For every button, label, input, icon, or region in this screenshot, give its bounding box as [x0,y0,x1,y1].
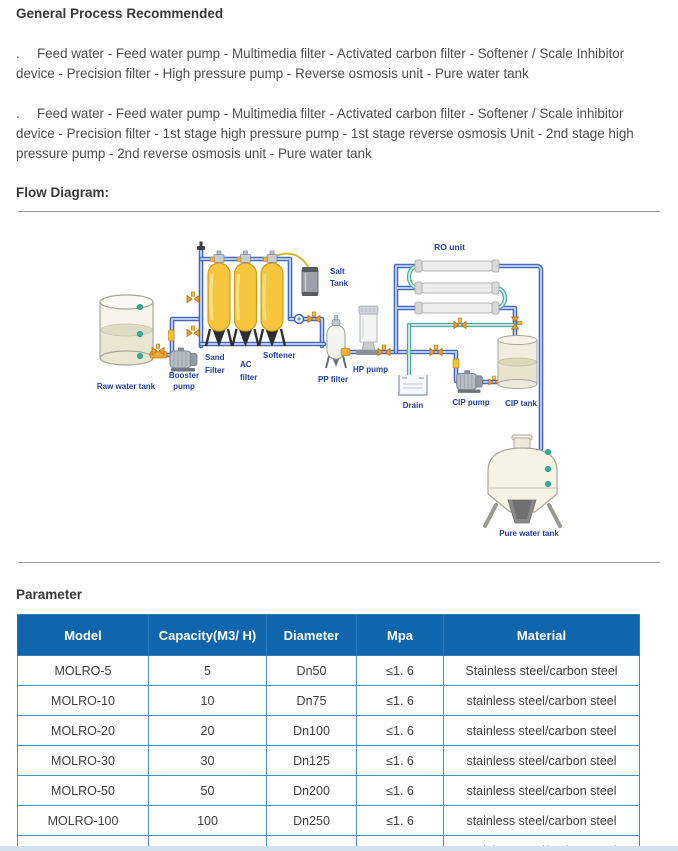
flow-diagram [88,226,570,546]
parameter-table-head [18,615,640,656]
page-bottom-strip [0,846,678,851]
page-title: General Process Recommended [16,6,224,21]
cell-mpa: ≤1. 6 [357,776,444,806]
cell-diameter: Dn100 [267,716,357,746]
riser-top-tee [197,242,205,251]
pure-water-tank [485,435,560,526]
label-cip-tank: CIP tank [505,399,537,408]
salt-tank [302,267,318,296]
riser-valve-2 [187,326,199,337]
ball-valve [295,315,304,324]
label-pure-water-tank: Pure water tank [499,529,559,538]
cell-material: stainless steel/carbon steel [444,716,640,746]
cell-diameter: Dn200 [267,776,357,806]
divider-top [18,211,660,212]
label-softener: Softener [263,351,296,360]
cip-tank [498,336,537,389]
header-material: Material [444,615,640,656]
parameter-table-body [18,656,640,851]
header-mpa: Mpa [357,615,444,656]
cell-mpa: ≤1. 6 [357,716,444,746]
riser-valve-1 [187,292,199,303]
divider-bottom [18,562,660,563]
cell-model: MOLRO-10 [18,686,149,716]
raw-water-tank [100,295,153,365]
pp-filter [326,316,346,369]
label-sand-2: Filter [205,366,225,375]
flow-diagram-svg [88,226,570,546]
label-ac-2: filter [240,373,258,382]
sand-top-fitting [211,251,225,263]
cip-pump [457,370,483,393]
cell-capacity: 50 [149,776,267,806]
table-row [18,806,640,836]
booster-pump [170,348,197,372]
cell-mpa: ≤1. 6 [357,746,444,776]
cell-model: MOLRO-5 [18,656,149,686]
sand-filter-vessel [206,263,232,347]
booster-inline-valve [169,330,175,341]
cell-model: MOLRO-100 [18,806,149,836]
label-ac-1: AC [240,360,252,369]
parameter-heading: Parameter [16,587,83,602]
softener-vessel [259,263,285,347]
label-pp-filter: PP filter [318,375,349,384]
process-item-1 [16,44,650,84]
cell-model: MOLRO-30 [18,746,149,776]
cell-material: stainless steel/carbon steel [444,776,640,806]
cell-material: stainless steel/carbon steel [444,806,640,836]
ro-unit [415,260,499,314]
cell-mpa: ≤1. 6 [357,686,444,716]
process-item-2 [16,104,650,164]
header-model: Model [18,615,149,656]
hp-pump [356,306,381,355]
label-salt-1: Salt [330,267,345,276]
pp-outlet-fitting [341,349,350,356]
cell-diameter: Dn50 [267,656,357,686]
cell-model: MOLRO-20 [18,716,149,746]
cell-mpa: ≤1. 6 [357,656,444,686]
header-capacity: Capacity(M3/ H) [149,615,267,656]
drain-basin [399,375,427,395]
table-row [18,776,640,806]
label-hp-pump: HP pump [353,365,388,374]
cell-mpa: ≤1. 6 [357,806,444,836]
process-item-1-text: Feed water - Feed water pump - Multimedia filter - Activated carbon filter - Softener / Scale Inhibitor device - Precision filter - High pressure pump - Reverse osmosis unit - Pure water tank [16,46,625,81]
cell-diameter: Dn250 [267,806,357,836]
header-row [18,615,640,656]
bullet-2: . [16,106,20,121]
cell-material: stainless steel/carbon steel [444,746,640,776]
label-booster-2: pump [173,382,195,391]
cip-inline-fitting [453,359,459,368]
header-diameter: Diameter [267,615,357,656]
cell-capacity: 20 [149,716,267,746]
table-row [18,716,640,746]
label-sand-1: Sand [205,353,225,362]
cell-diameter: Dn75 [267,686,357,716]
cell-capacity: 5 [149,656,267,686]
process-item-2-text: Feed water - Feed water pump - Multimedia filter - Activated carbon filter - Softener / Scale inhibitor device - Precision filter - 1st stage high pressure pump - 1st stage reverse osmosis Unit - 2nd stage high pressure pump - 2nd reverse osmosis unit - Pure water tank [16,106,634,161]
label-raw-water-tank: Raw water tank [96,382,156,391]
label-salt-2: Tank [330,279,349,288]
cell-capacity: 10 [149,686,267,716]
cell-diameter: Dn125 [267,746,357,776]
table-row [18,656,640,686]
softener-top-fitting [264,251,278,263]
cell-material: Stainless steel/carbon steel [444,656,640,686]
parameter-table [17,614,640,851]
bullet-1: . [16,46,20,61]
label-ro-unit: RO unit [434,242,466,252]
cell-model: MOLRO-50 [18,776,149,806]
flow-diagram-heading: Flow Diagram: [16,185,110,200]
cell-material: stainless steel/carbon steel [444,686,640,716]
table-row [18,686,640,716]
cell-capacity: 30 [149,746,267,776]
cell-capacity: 100 [149,806,267,836]
label-drain: Drain [402,401,424,410]
table-row [18,746,640,776]
ac-top-fitting [237,251,251,263]
label-cip-pump: CIP pump [452,398,490,407]
ac-filter-vessel [233,263,259,347]
label-booster-1: Booster [168,371,200,380]
